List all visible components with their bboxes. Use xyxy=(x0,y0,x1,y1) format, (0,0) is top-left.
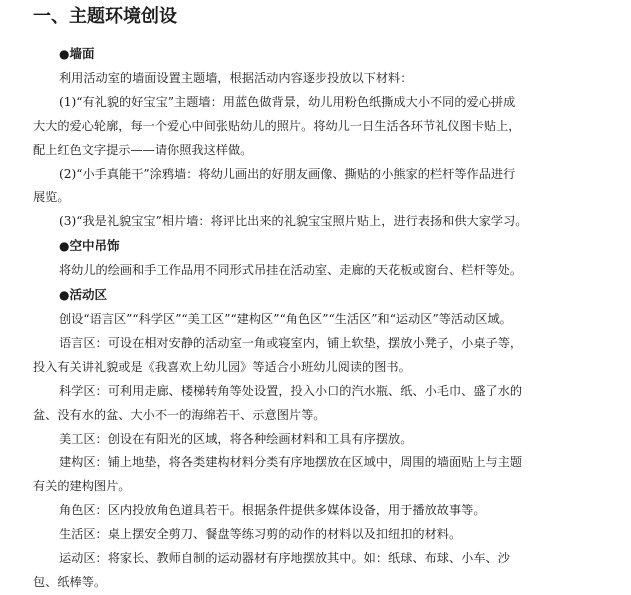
language-area-line1: 语言区：可设在相对安静的活动室一角或寝室内，铺上软垫，摆放小凳子，小桌子等， xyxy=(59,335,523,350)
role-area: 角色区：区内投放角色道具若干。根据条件提供多媒体设备，用于播放故事等。 xyxy=(59,503,486,518)
page-title: 一、主题环境创设 xyxy=(33,6,177,27)
sports-area-line1: 运动区：将家长、教师自制的运动器材有序地摆放其中。如：纸球、布球、小车、沙 xyxy=(59,551,510,566)
science-area-line2: 盆、没有水的盆、大小不一的海绵若干、示意图片等。 xyxy=(33,407,326,422)
ceiling-body: 将幼儿的绘画和手工作品用不同形式吊挂在活动室、走廊的天花板或窗台、栏杆等处。 xyxy=(59,263,523,278)
section-heading-ceiling xyxy=(59,234,601,259)
section-heading-wall xyxy=(59,42,601,67)
wall-item3: (3)“我是礼貌宝宝”相片墙：将评比出来的礼貌宝宝照片贴上，进行表扬和供大家学习。 xyxy=(59,214,528,229)
bullet-icon: ● xyxy=(59,47,70,61)
life-area: 生活区：桌上摆安全剪刀、餐盘等练习剪的动作的材料以及扣纽扣的材料。 xyxy=(59,527,462,542)
art-area: 美工区：创设在有阳光的区域，将各种绘画材料和工具有序摆放。 xyxy=(59,431,413,446)
document-body xyxy=(33,42,601,595)
bullet-icon: ● xyxy=(59,239,70,254)
section-heading-label: 空中吊饰 xyxy=(69,238,120,254)
bullet-icon: ● xyxy=(59,288,70,303)
section-heading-areas xyxy=(59,283,601,308)
section-heading-label: 墙面 xyxy=(69,46,95,61)
construction-area-line1: 建构区：铺上地垫，将各类建构材料分类有序地摆放在区域中，周围的墙面贴上与主题 xyxy=(59,455,523,470)
wall-item2-line1: (2)“小手真能干”涂鸦墙：将幼儿画出的好朋友画像、撕贴的小熊家的栏杆等作品进行 xyxy=(59,166,516,181)
wall-item1-line2: 大大的爱心轮廓，每一个爱心中间张贴幼儿的照片。将幼儿一日生活各环节礼仪图卡贴上， xyxy=(33,118,521,133)
areas-intro: 创设“语言区”“科学区”“美工区”“建构区”“角色区”“生活区”和“运动区”等活动区域。 xyxy=(59,311,512,326)
science-area-line1: 科学区：可利用走廊、楼梯转角等处设置，投入小口的汽水瓶、纸、小毛巾、盛了水的 xyxy=(59,383,523,398)
sports-area-line2: 包、纸棒等。 xyxy=(33,574,107,589)
wall-item1-line3: 配上红色文字提示——请你照我这样做。 xyxy=(33,142,253,157)
language-area-line2: 投入有关讲礼貌或是《我喜欢上幼儿园》等适合小班幼儿阅读的图书。 xyxy=(33,359,411,374)
section-heading-label: 活动区 xyxy=(69,287,107,303)
wall-item1-line1: (1)“有礼貌的好宝宝”主题墙：用蓝色做背景，幼儿用粉色纸撕成大小不同的爱心拼成 xyxy=(59,94,516,109)
wall-intro: 利用活动室的墙面设置主题墙，根据活动内容逐步投放以下材料： xyxy=(59,70,413,85)
construction-area-line2: 有关的建构图片。 xyxy=(33,479,131,494)
wall-item2-line2: 展览。 xyxy=(33,190,70,205)
